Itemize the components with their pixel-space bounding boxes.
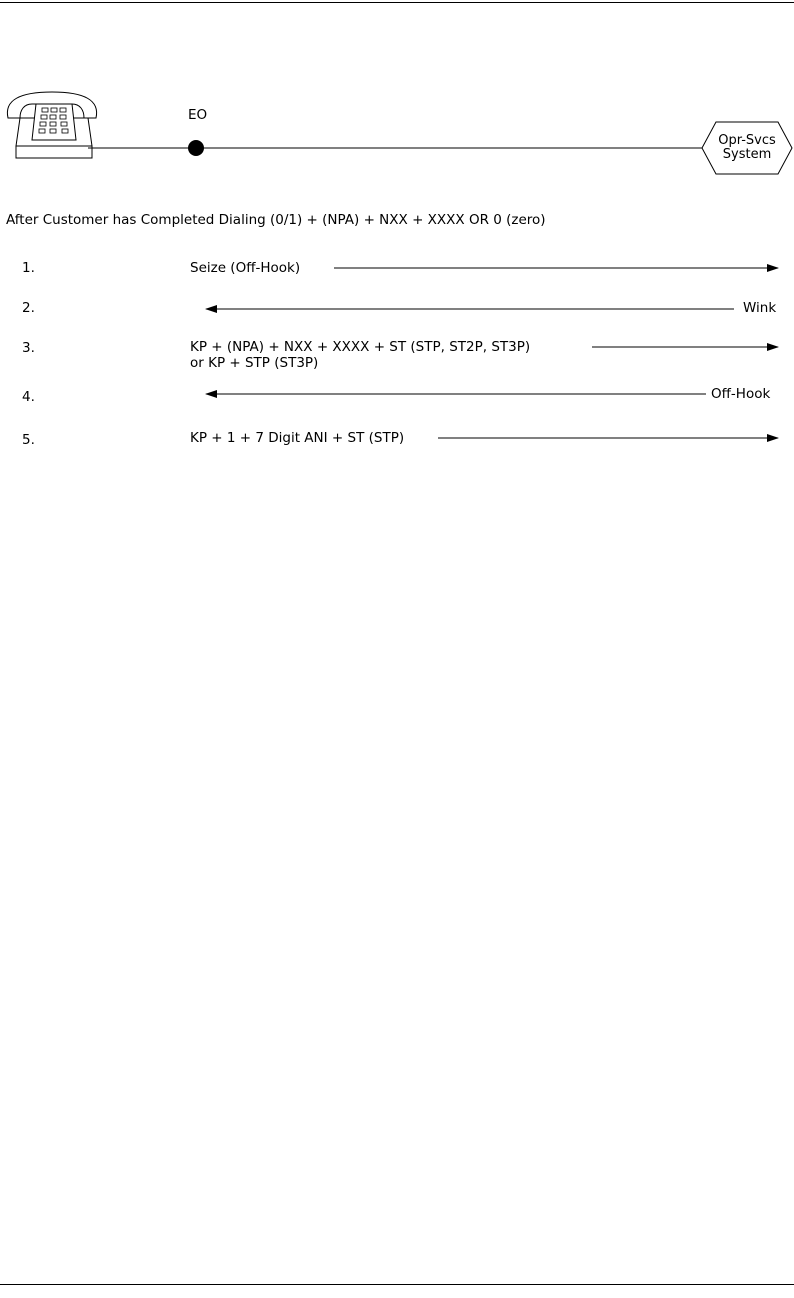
step-5-number: 5. xyxy=(22,432,35,448)
step-3-label-line2: or KP + STP (ST3P) xyxy=(190,355,319,371)
eo-node xyxy=(188,140,204,156)
intro-text: After Customer has Completed Dialing (0/1) + (NPA) + NXX + XXXX OR 0 (zero) xyxy=(6,212,546,228)
step-4-label: Off-Hook xyxy=(711,386,771,402)
step-2-label: Wink xyxy=(743,300,777,316)
system-label-line2: System xyxy=(722,147,772,162)
bottom-rule xyxy=(0,1284,794,1285)
step-4-number: 4. xyxy=(22,389,35,405)
step-3-number: 3. xyxy=(22,340,35,356)
system-label-line1: Opr-Svcs xyxy=(718,133,776,148)
system-label xyxy=(707,134,787,162)
signaling-diagram xyxy=(0,0,794,470)
telephone-icon xyxy=(7,92,96,158)
step-5-label: KP + 1 + 7 Digit ANI + ST (STP) xyxy=(190,430,405,446)
eo-label: EO xyxy=(188,107,208,123)
step-1-label: Seize (Off-Hook) xyxy=(190,260,301,276)
step-2-number: 2. xyxy=(22,300,35,316)
step-3-label: KP + (NPA) + NXX + XXXX + ST (STP, ST2P, ST3P) xyxy=(190,339,531,355)
step-1-number: 1. xyxy=(22,260,35,276)
